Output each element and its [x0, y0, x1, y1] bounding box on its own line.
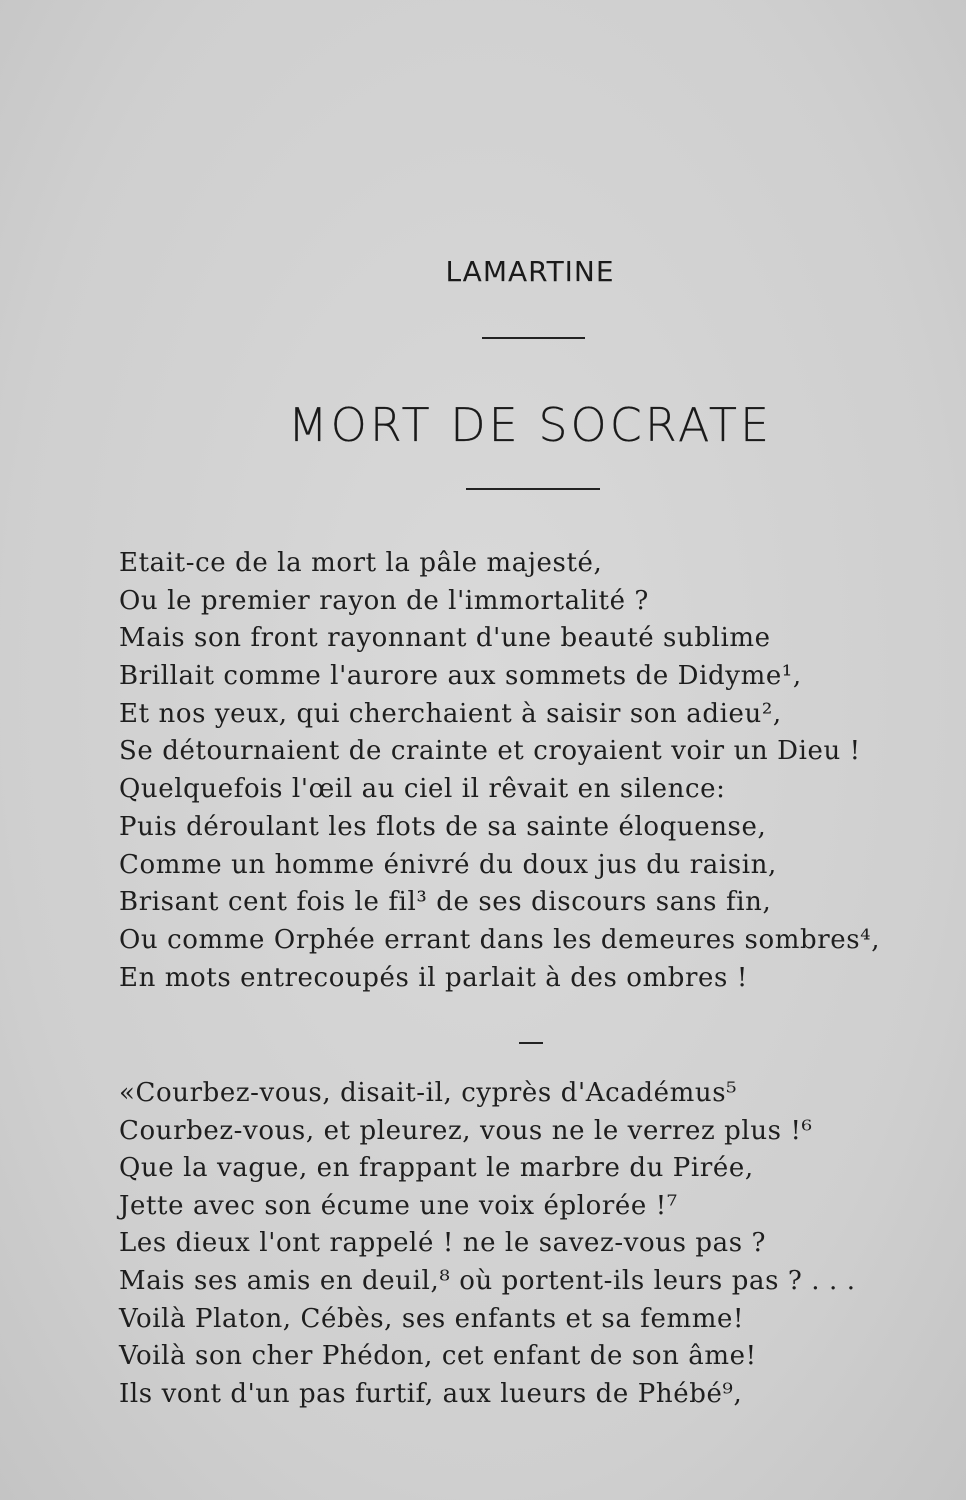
verse-line: Et nos yeux, qui cherchaient à saisir son adieu²,	[119, 698, 782, 729]
verse-line: Courbez-vous, et pleurez, vous ne le verrez plus !⁶	[119, 1115, 813, 1146]
stanza-1	[119, 545, 880, 997]
verse-line: Ou le premier rayon de l'immortalité ?	[119, 585, 649, 616]
verse-line: Comme un homme énivré du doux jus du raisin,	[119, 849, 777, 880]
verse-line: Mais son front rayonnant d'une beauté sublime	[119, 623, 771, 654]
verse-line: «Courbez-vous, disait-il, cyprès d'Académus⁵	[119, 1078, 738, 1108]
verse-line: Que la vague, en frappant le marbre du Pirée,	[119, 1153, 754, 1184]
poem-title: MORT DE SOCRATE	[287, 398, 773, 452]
verse-line: En mots entrecoupés il parlait à des ombres !	[119, 962, 748, 993]
verse-line: Puis déroulant les flots de sa sainte éloquense,	[119, 811, 767, 842]
verse-line: Ils vont d'un pas furtif, aux lueurs de Phébé⁹,	[119, 1378, 743, 1409]
author-heading: LAMARTINE	[445, 255, 615, 288]
stanza-2	[119, 1075, 856, 1413]
verse-line: Etait-ce de la mort la pâle majesté,	[119, 548, 603, 578]
divider-rule	[482, 337, 585, 339]
verse-line: Les dieux l'ont rappelé ! ne le savez-vous pas ?	[119, 1228, 767, 1259]
verse-line: Voilà Platon, Cébès, ses enfants et sa femme!	[119, 1303, 745, 1334]
verse-line: Se détournaient de crainte et croyaient voir un Dieu !	[119, 736, 861, 767]
verse-line: Brisant cent fois le fil³ de ses discours sans fin,	[119, 887, 772, 918]
verse-line: Mais ses amis en deuil,⁸ où portent-ils leurs pas ? . . .	[119, 1265, 856, 1296]
verse-line: Quelquefois l'œil au ciel il rêvait en silence:	[119, 774, 726, 805]
verse-line: Brillait comme l'aurore aux sommets de Didyme¹,	[119, 661, 802, 692]
verse-line: Jette avec son écume une voix éplorée !⁷	[119, 1190, 678, 1221]
verse-line: Voilà son cher Phédon, cet enfant de son âme!	[119, 1341, 757, 1372]
stanza-separator	[519, 1042, 543, 1044]
verse-line: Ou comme Orphée errant dans les demeures sombres⁴,	[119, 924, 881, 955]
divider-rule	[466, 488, 600, 490]
